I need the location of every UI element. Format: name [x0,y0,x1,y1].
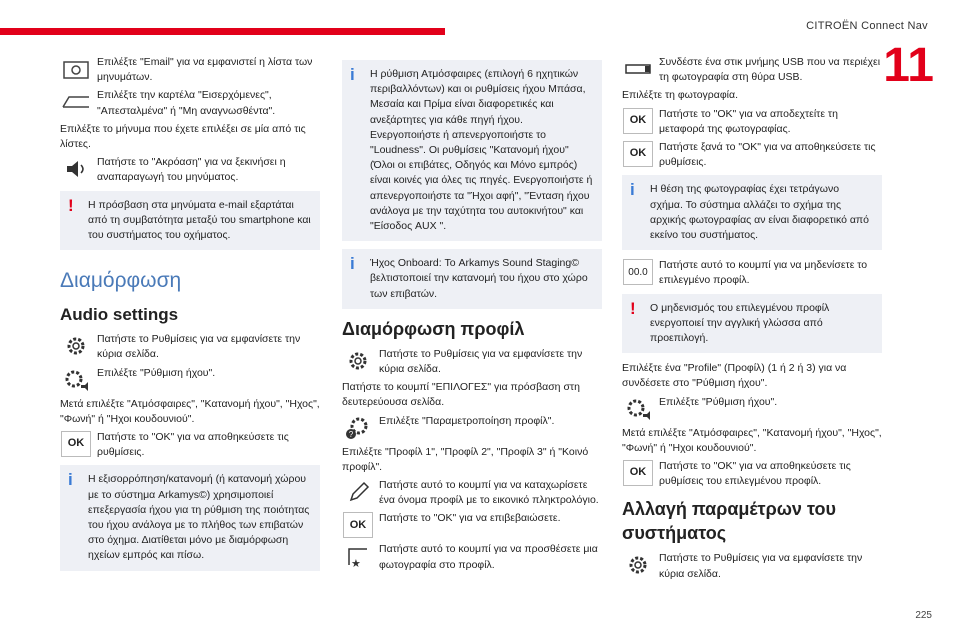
info-icon: i [350,254,355,274]
warning-note-email [60,191,320,251]
row-ok-confirm [342,511,602,539]
profile-select-text: Επιλέξτε ένα "Profile" (Προφίλ) (1 ή 2 ή 3) για να συνδέσετε στο "Ρύθμιση ήχου". [622,362,847,390]
section-heading-audio-settings: Audio settings [60,305,179,325]
reset-button-icon: 00.0 [623,259,653,285]
settings-text: Πατήστε το Ρυθμίσεις για να εμφανίσετε την κύρια σελίδα. [97,333,301,361]
settings-text: Πατήστε το Ρυθμίσεις για να εμφανίσετε την κύρια σελίδα. [659,552,863,580]
gear-sound-icon [622,395,654,423]
inbox-tabs-text: Επιλέξτε την καρτέλα "Εισερχόμενες", "Απεσταλμένα" ή "Μη αναγνωσθέντα". [97,89,276,117]
usb-text: Συνδέστε ένα στικ μνήμης USB που να περιέχει τη φωτογραφία στη θύρα USB. [659,56,881,84]
row-listen [60,155,320,185]
column-3 [622,55,882,585]
ok-button-icon: OK [61,431,91,457]
svg-text:★: ★ [351,558,361,570]
info-note-ambiance [342,60,602,241]
row-ok-save-again [622,140,882,170]
info-text: Η θέση της φωτογραφίας έχει τετράγωνο σχήμα. Το σύστημα αλλάζει το σχήμα της αρχικής φωτογραφίας αν είναι διαφορετικό από εκείνο του συστήματος. [650,183,870,242]
select-message-text: Επιλέξτε το μήνυμα που έχετε επιλέξει σε μία από τις λίστες. [60,122,306,151]
info-note-arkamys [60,465,320,570]
column-2 [342,55,602,576]
audio-options-text: Μετά επιλέξτε "Ατμόσφαιρες", "Κατανομή ήχου", "Ηχος", "Φωνή" ή "Ηχοι κουδουνιού". [622,426,882,454]
usb-stick-icon [622,55,654,83]
ok-confirm-text: Πατήστε το "OK" για να επιβεβαιώσετε. [379,512,561,525]
row-sound-settings [622,395,882,423]
warning-icon: ! [630,298,636,318]
audio-options-text: Μετά επιλέξτε "Ατμόσφαιρες", "Κατανομή ήχου", "Ηχος", "Φωνή" ή "Ηχοι κουδουνιού". [60,397,320,425]
select-photo-text: Επιλέξτε τη φωτογραφία. [622,89,738,102]
header-red-bar [0,28,445,35]
info-icon: i [350,65,355,84]
info-note-photo [622,175,882,250]
gear-sound-icon [60,366,92,394]
ok-button-icon: OK [623,141,653,167]
row-email [60,55,320,85]
row-sound-settings [60,366,320,394]
row-ok-profile-save [622,459,882,489]
add-photo-text: Πατήστε αυτό το κουμπί για να προσθέσετε μια φωτογραφία στο προφίλ. [379,543,598,571]
settings-text: Πατήστε το Ρυθμίσεις για να εμφανίσετε την κύρια σελίδα. [379,347,583,376]
chapter-number: 11 [883,39,934,92]
ok-button-icon: OK [343,512,373,538]
options-text: Πατήστε το κουμπί "ΕΠΙΛΟΓΕΣ" για πρόσβαση στη δευτερεύουσα σελίδα. [342,381,580,409]
warning-note-reset [622,294,882,354]
gear-icon [342,347,374,375]
warning-text: Ο μηδενισμός του επιλεγμένου προφίλ ενεργοποιεί την αγγλική γλώσσα από προεπιλογή. [650,301,830,345]
profile-settings-text: Επιλέξτε "Παραμετροποίηση προφίλ". [379,414,555,427]
row-usb [622,55,882,85]
row-reset [622,258,882,288]
row-settings [60,332,320,362]
ok-button-icon: OK [623,460,653,486]
add-photo-icon [342,542,374,570]
email-text: Επιλέξτε "Email" για να εμφανιστεί η λίστα των μηνυμάτων. [97,56,313,84]
info-text: Η ρύθμιση Ατμόσφαιρες (επιλογή 6 ηχητικών περιβαλλόντων) και οι ρυθμίσεις ήχου Μπάσα, Μεσαία και Πρίμα είναι διαφορετικές και ανεξάρτητες για κάθε πηγή ήχου. Ενεργοποιήστε ή απενεργοποιήστε το "Loudness". Οι ρυθμίσεις "Κατανομή ήχου" (Όλοι οι επιβάτες, Οδηγός και Μόνο εμπρός) είναι κοινές για όλες τις πηγές. Ενεργοποιήστε ή απενεργοποιήστε τα "Ήχοι αφή", "Ένταση ήχου ανάλογα με την ταχύτητα του αυτοκινήτου" και "Είσοδος AUX ". [370,68,593,233]
header-title: CITROËN Connect Nav [806,20,928,32]
info-text: Η εξισορρόπηση/κατανομή (ή κατανομή χώρου με το σύστημα Arkamys©) χρησιμοποιεί επεξεργασία ήχου για τη ρύθμιση της ποιότητας του ήχου ανάλογα με το πλήθος των επιβατών στο όχημα. Διατίθεται μόνο με διαμόρφωση ηχείων εμπρός και πίσω. [88,473,310,562]
info-icon: i [630,180,635,200]
warning-icon: ! [68,195,74,215]
row-edit-name [342,478,602,508]
info-note-onboard [342,249,602,309]
section-heading-system: Αλλαγή παραμέτρων του συστήματος [622,499,836,544]
reset-text: Πατήστε αυτό το κουμπί για να μηδενίσετε το επιλεγμένο προφίλ. [659,259,868,287]
ok-save-text: Πατήστε το "OK" για να αποθηκεύσετε τις ρυθμίσεις. [97,431,289,459]
profile-choice-text: Επιλέξτε "Προφίλ 1", "Προφίλ 2", "Προφίλ 3" ή "Κοινό προφίλ". [342,445,589,473]
email-icon [60,55,92,83]
sound-settings-text: Επιλέξτε "Ρύθμιση ήχου". [97,366,216,379]
gear-icon [60,332,92,360]
ok-accept-text: Πατήστε το "OK" για να αποδεχτείτε τη μεταφορά της φωτογραφίας. [659,107,838,135]
warning-text: Η πρόσβαση στα μηνύματα e-mail εξαρτάται από τη συμβατότητα μεταξύ του smartphone και του συστήματος του οχήματος. [88,198,311,242]
sound-settings-text: Επιλέξτε "Ρύθμιση ήχου". [659,395,778,408]
edit-name-text: Πατήστε αυτό το κουμπί για να καταχωρίσετε ένα όνομα προφίλ με το εικονικό πληκτρολόγιο. [379,479,599,507]
svg-text:?: ? [348,429,354,439]
ok-button-icon: OK [623,108,653,134]
row-ok-accept [622,107,882,137]
page-number: 225 [915,610,932,621]
speaker-icon [60,155,92,183]
section-heading-configuration: Διαμόρφωση [60,269,182,293]
ok-save-again-text: Πατήστε ξανά το "OK" για να αποθηκεύσετε τις ρυθμίσεις. [659,141,876,169]
row-ok-save [60,430,320,460]
section-heading-profile: Διαμόρφωση προφίλ [342,318,525,339]
pencil-icon [342,478,374,506]
gear-question-icon [342,414,374,442]
column-1 [60,55,320,579]
row-inbox-tabs [60,88,320,118]
tab-icon [60,88,92,116]
row-profile-settings [342,414,602,442]
info-text: Ήχος Onboard: Το Arkamys Sound Staging© βελτιστοποιεί την κατανομή του ήχου στο χώρο των επιβατών. [370,257,588,300]
gear-icon [622,551,654,579]
row-settings [622,551,882,581]
row-add-photo [342,542,602,572]
listen-text: Πατήστε το "Ακρόαση" για να ξεκινήσει η αναπαραγωγή του μηνύματος. [97,156,286,184]
row-settings [342,347,602,377]
ok-profile-save-text: Πατήστε το "OK" για να αποθηκεύσετε τις ρυθμίσεις του επιλεγμένου προφίλ. [659,460,851,488]
info-icon: i [68,470,73,490]
